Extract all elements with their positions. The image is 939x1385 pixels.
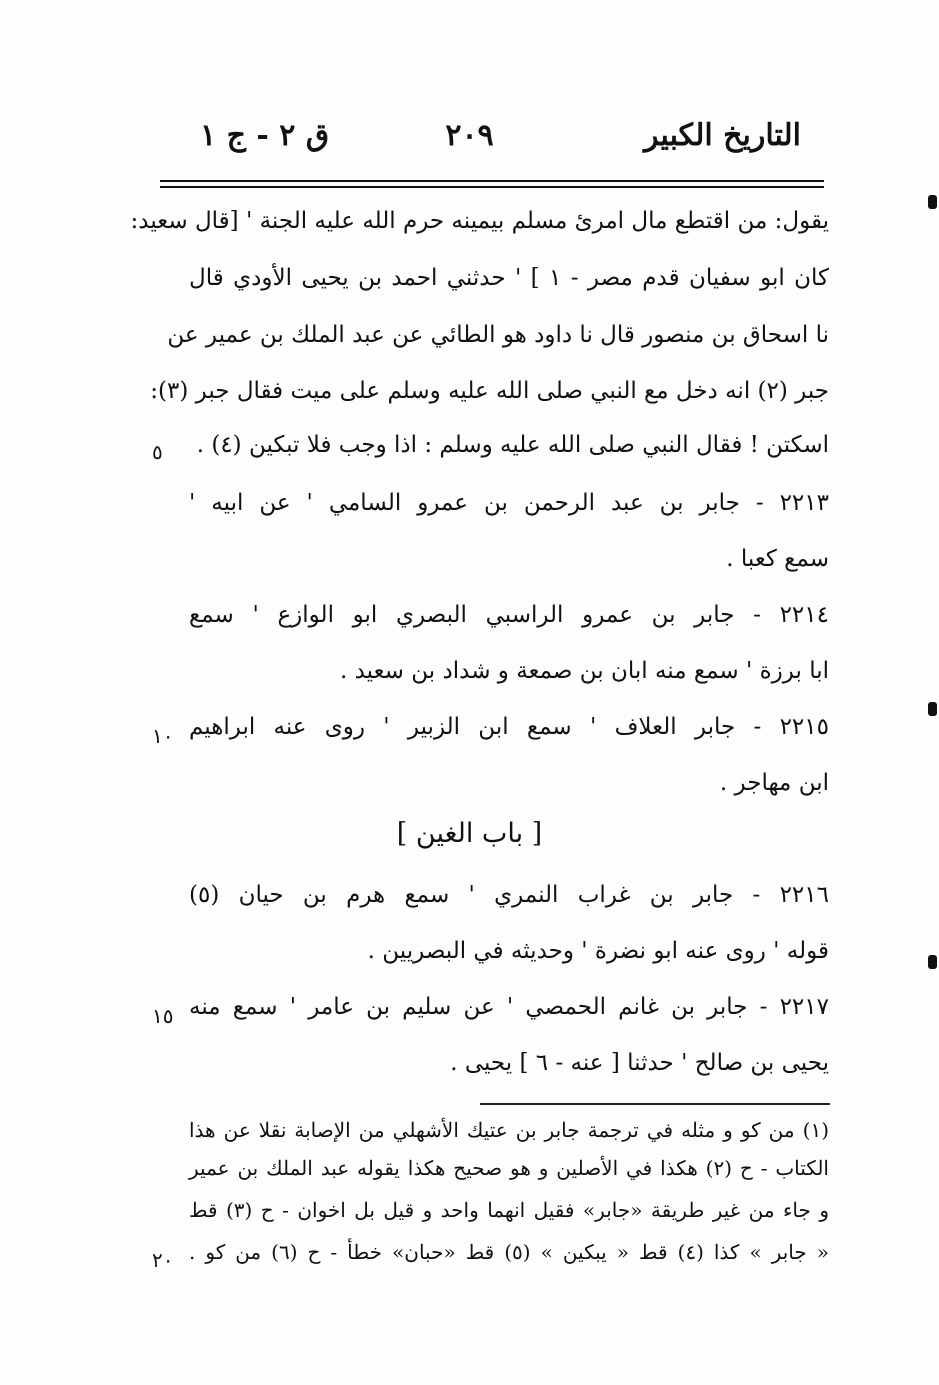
entry-2216: ٢٢١٦ - جابر بن غراب النمري ' سمع هرم بن حيان (٥)	[189, 882, 829, 908]
footnote-line-2: الكتاب - ح (٢) هكذا في الأصلين و هو صحيح هكذا يقوله عبد الملك بن عمير	[189, 1156, 829, 1180]
entry-2215-cont: ابن مهاجر .	[719, 770, 829, 796]
text-line-5: اسكتن ! فقال النبي صلى الله عليه وسلم : اذا وجب فلا تبكين (٤) .	[196, 432, 829, 458]
part-reference: ق ٢ - ج ١	[200, 118, 330, 153]
entry-2217: ٢٢١٧ - جابر بن غانم الحمصي ' عن سليم بن عامر ' سمع منه	[189, 994, 829, 1020]
entry-2216-cont: قوله ' روى عنه ابو نضرة ' وحديثه في البصريين .	[367, 938, 829, 964]
line-number-5: ٥	[152, 440, 163, 464]
footnote-line-1: (١) من كو و مثله في ترجمة جابر بن عتيك الأشهلي من الإصابة نقلا عن هذا	[189, 1118, 829, 1142]
entry-2213: ٢٢١٣ - جابر بن عبد الرحمن بن عمرو السامي ' عن ابيه '	[189, 490, 829, 516]
section-heading: [ باب الغين ]	[396, 818, 543, 849]
header-rule-double	[160, 186, 824, 188]
text-line-2: كان ابو سفيان قدم مصر - ١ ] ' حدثني احمد بن يحيى الأودي قال	[189, 265, 829, 291]
running-title: التاريخ الكبير	[643, 118, 801, 153]
line-number-20: ٢٠	[152, 1248, 174, 1272]
margin-mark	[928, 702, 937, 716]
entry-2214-cont: ابا برزة ' سمع منه ابان بن صمعة و شداد بن سعيد .	[339, 658, 829, 684]
entry-2217-cont: يحيى بن صالح ' حدثنا [ عنه - ٦ ] يحيى .	[450, 1050, 829, 1076]
text-line-1: يقول: من اقتطع مال امرئ مسلم بيمينه حرم الله عليه الجنة ' [قال سعيد:	[130, 208, 829, 234]
entry-2214: ٢٢١٤ - جابر بن عمرو الراسبي البصري ابو الوازع ' سمع	[189, 602, 829, 628]
line-number-15: ١٥	[152, 1004, 174, 1028]
entry-2215: ٢٢١٥ - جابر العلاف ' سمع ابن الزبير ' روى عنه ابراهيم	[189, 714, 829, 740]
line-number-10: ١٠	[152, 724, 174, 748]
margin-mark	[928, 195, 937, 209]
entry-2213-cont: سمع كعبا .	[726, 546, 829, 572]
header-rule	[160, 180, 824, 182]
footnote-line-3: و جاء من غير طريقة «جابر» فقيل انهما واحد و قيل بل اخوان - ح (٣) قط	[189, 1198, 829, 1222]
page-number: ٢٠٩	[445, 118, 494, 153]
text-line-3: نا اسحاق بن منصور قال نا داود هو الطائي عن عبد الملك بن عمير عن	[167, 322, 829, 348]
text-line-4: جبر (٢) انه دخل مع النبي صلى الله عليه وسلم على ميت فقال جبر (٣):	[150, 378, 829, 404]
footnote-rule	[480, 1103, 830, 1105]
footnote-line-4: « جابر » كذا (٤) قط « يبكين » (٥) قط «حبان» خطأ - ح (٦) من كو .	[189, 1240, 829, 1264]
margin-mark	[928, 955, 937, 969]
